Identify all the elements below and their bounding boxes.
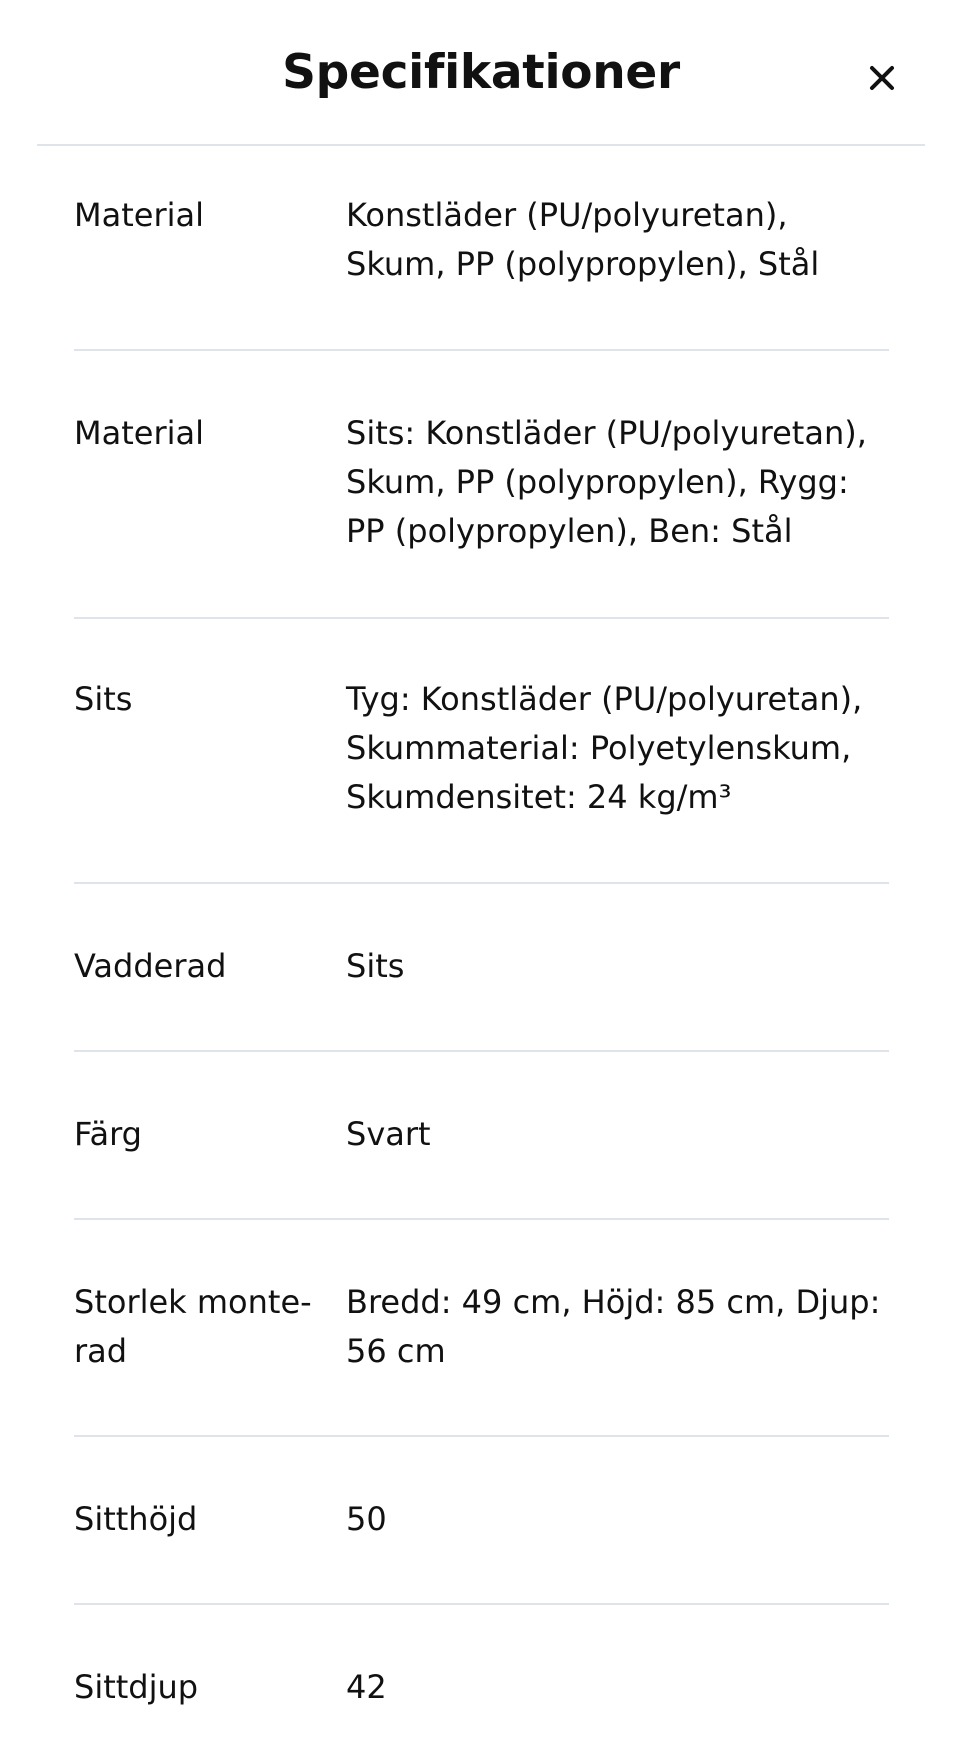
spec-row-material-detail (74, 351, 889, 619)
spec-list (74, 146, 889, 1715)
spec-label: Material (74, 414, 204, 452)
spec-value: Tyg: Konstläder (PU/polyuretan), Skummaterial: Polyetylenskum, Skumdensitet: 24 kg/m³ (346, 680, 863, 816)
spec-row-sittdjup (74, 1605, 889, 1715)
spec-row-vadderad (74, 884, 889, 1052)
spec-value: Svart (346, 1115, 431, 1153)
spec-value: Bredd: 49 cm, Höjd: 85 cm, Djup: 56 cm (346, 1283, 881, 1370)
spec-value: Sits: Konstläder (PU/polyuretan), Skum, PP (polypropylen), Rygg: PP (polypropylen), Ben: Stål (346, 414, 867, 550)
spec-label: Sits (74, 680, 133, 718)
spec-value: Sits (346, 947, 405, 985)
spec-label: Färg (74, 1115, 142, 1153)
spec-value: 50 (346, 1500, 387, 1538)
spec-label: Vadderad (74, 947, 227, 985)
spec-value: 42 (346, 1668, 387, 1706)
spec-label: Sitthöjd (74, 1500, 198, 1538)
spec-value: Konstläder (PU/polyuretan), Skum, PP (polypropylen), Stål (346, 196, 820, 283)
spec-row-material (74, 146, 889, 351)
page-title: Specifikationer (282, 45, 680, 100)
spec-label: Material (74, 196, 204, 234)
spec-row-farg (74, 1052, 889, 1220)
spec-label: Storlek monte-rad (74, 1283, 312, 1370)
spec-row-sitthojd (74, 1437, 889, 1605)
spec-label: Sittdjup (74, 1668, 199, 1706)
close-icon (869, 65, 895, 91)
spec-row-sits (74, 619, 889, 884)
close-button[interactable] (860, 56, 904, 100)
modal-header (37, 0, 925, 146)
spec-row-storlek (74, 1220, 889, 1437)
